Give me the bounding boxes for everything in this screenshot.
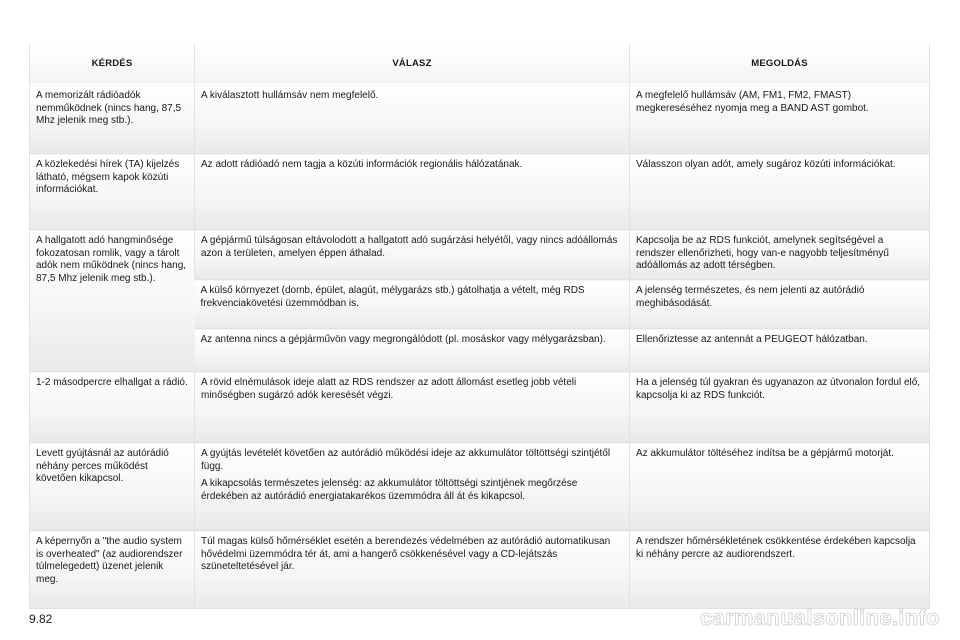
answer-cell: A rövid elnémulások ideje alatt az RDS rendszer az adott állomást esetleg jobb vételi minőségben sugárzó adók keresését végzi. xyxy=(195,372,630,443)
solution-cell: Ellenőriztesse az antennát a PEUGEOT hálózatban. xyxy=(630,329,930,372)
table-row xyxy=(30,85,930,154)
answer-cell: Az adott rádióadó nem tagja a közúti információk regionális hálózatának. xyxy=(195,154,630,230)
header-answer: VÁLASZ xyxy=(195,44,630,85)
solution-cell: Ha a jelenség túl gyakran és ugyanazon az útvonalon fordul elő, kapcsolja ki az RDS funkciót. xyxy=(630,372,930,443)
table-header-row xyxy=(30,44,930,85)
solution-cell: A jelenség természetes, és nem jelenti az autórádió meghibásodását. xyxy=(630,280,930,329)
question-cell: A közlekedési hírek (TA) kijelzés látható, mégsem kapok közúti információkat. xyxy=(30,154,195,230)
table-row xyxy=(30,372,930,443)
answer-cell xyxy=(195,443,630,531)
solution-cell: Válasszon olyan adót, amely sugároz közúti információkat. xyxy=(630,154,930,230)
answer-paragraph: A kikapcsolás természetes jelenség: az akkumulátor töltöttségi szintjének megőrzése érdekében az autórádió energiatakarékos üzemmódra áll át és kikapcsol. xyxy=(201,478,578,502)
solution-cell: Kapcsolja be az RDS funkciót, amelynek segítségével a rendszer ellenőrizheti, hogy van-e nagyobb teljesítményű adóállomás az adott térségben. xyxy=(630,230,930,280)
solution-cell: Az akkumulátor töltéséhez indítsa be a gépjármű motorját. xyxy=(630,443,930,531)
answer-cell: Az antenna nincs a gépjárművön vagy megrongálódott (pl. mosáskor vagy mélygarázsban). xyxy=(195,329,630,372)
question-cell: A hallgatott adó hangminősége fokozatosan romlik, vagy a tárolt adók nem működnek (nincs hang, 87,5 Mhz jelenik meg stb.). xyxy=(30,230,195,372)
answer-paragraph: A gyújtás levételét követően az autórádió működési ideje az akkumulátor töltöttségi szintjétől függ. xyxy=(201,448,611,472)
header-question: KÉRDÉS xyxy=(30,44,195,85)
page-number: 9.82 xyxy=(29,612,53,626)
question-cell: 1-2 másodpercre elhallgat a rádió. xyxy=(30,372,195,443)
question-cell: A memorizált rádióadók nemműködnek (nincs hang, 87,5 Mhz jelenik meg stb.). xyxy=(30,85,195,154)
table-row xyxy=(30,230,930,280)
solution-cell: A megfelelő hullámsáv (AM, FM1, FM2, FMAST) megkereséséhez nyomja meg a BAND AST gombot. xyxy=(630,85,930,154)
solution-cell: A rendszer hőmérsékletének csökkentése érdekében kapcsolja ki néhány percre az audiorendszert. xyxy=(630,531,930,609)
table-row xyxy=(30,531,930,609)
watermark-logo: carmanualsonline.info xyxy=(700,605,940,630)
table-row xyxy=(30,154,930,230)
header-solution: MEGOLDÁS xyxy=(630,44,930,85)
troubleshooting-table xyxy=(29,44,930,609)
question-cell: Levett gyújtásnál az autórádió néhány perces működést követően kikapcsol. xyxy=(30,443,195,531)
answer-cell: A külső környezet (domb, épület, alagút, mélygarázs stb.) gátolhatja a vételt, még RDS frekvenciakövetési üzemmódban is. xyxy=(195,280,630,329)
table-row xyxy=(30,443,930,531)
answer-cell: A gépjármű túlságosan eltávolodott a hallgatott adó sugárzási helyétől, vagy nincs adóállomás azon a területen, amelyen éppen áthalad. xyxy=(195,230,630,280)
answer-cell: A kiválasztott hullámsáv nem megfelelő. xyxy=(195,85,630,154)
answer-cell: Túl magas külső hőmérséklet esetén a berendezés védelmében az autórádió automatikusan hővédelmi üzemmódra tér át, ami a hangerő csökkenésével vagy a CD-lejátszás szüneteltetésével jár. xyxy=(195,531,630,609)
question-cell: A képernyőn a "the audio system is overheated" (az audiorendszer túlmelegedett) üzenet jelenik meg. xyxy=(30,531,195,609)
